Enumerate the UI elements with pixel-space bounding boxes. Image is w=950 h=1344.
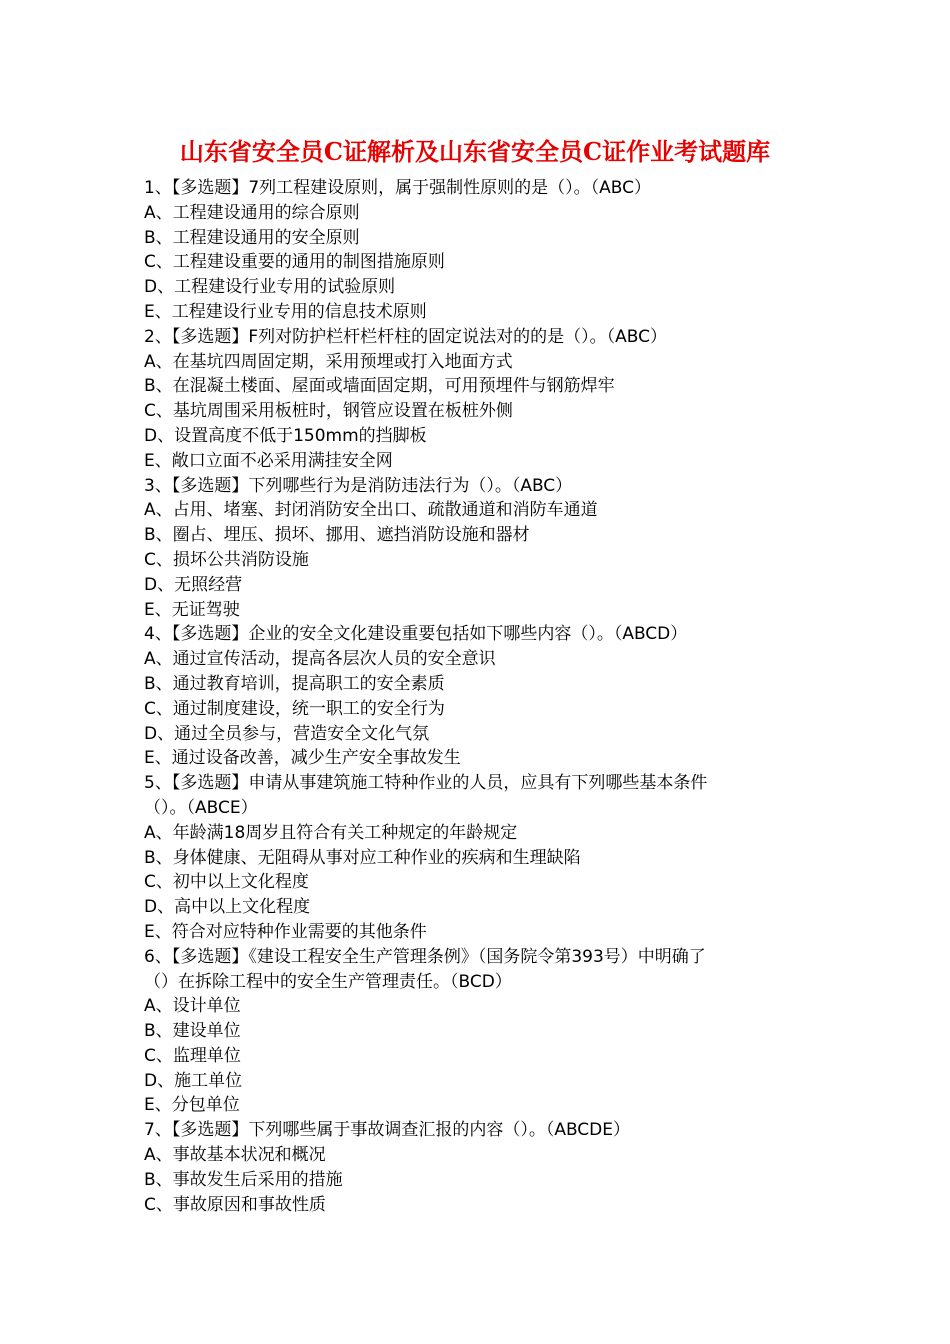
answer-option: A、年龄满18周岁且符合有关工种规定的年龄规定 — [144, 822, 518, 843]
answer-option: E、敞口立面不必采用满挂安全网 — [144, 450, 393, 471]
question-stem: 5、【多选题】申请从事建筑施工特种作业的人员，应具有下列哪些基本条件 — [144, 773, 708, 794]
answer-option: A、设计单位 — [144, 996, 241, 1017]
question-block — [144, 176, 824, 325]
question-stem: 7、【多选题】下列哪些属于事故调查汇报的内容（）。（ABCDE） — [144, 1120, 631, 1141]
answer-option: B、在混凝土楼面、屋面或墙面固定期，可用预埋件与钢筋焊牢 — [144, 376, 615, 397]
answer-option: B、事故发生后采用的措施 — [144, 1169, 343, 1190]
answer-option: E、无证驾驶 — [144, 599, 240, 620]
answer-option: C、事故原因和事故性质 — [144, 1194, 326, 1215]
answer-option: B、通过教育培训，提高职工的安全素质 — [144, 673, 445, 694]
answer-option: C、初中以上文化程度 — [144, 872, 309, 893]
answer-option: C、通过制度建设，统一职工的安全行为 — [144, 698, 445, 719]
question-block — [144, 325, 824, 474]
answer-option: E、通过设备改善，减少生产安全事故发生 — [144, 748, 461, 769]
answer-option: C、监理单位 — [144, 1045, 241, 1066]
question-block — [144, 945, 824, 1119]
answer-option: A、工程建设通用的综合原则 — [144, 202, 360, 223]
question-stem-continued: （）在拆除工程中的安全生产管理责任。（BCD） — [144, 971, 512, 992]
question-list — [144, 176, 824, 1217]
question-stem: 3、【多选题】下列哪些行为是消防违法行为（）。（ABC） — [144, 475, 573, 496]
answer-option: E、分包单位 — [144, 1095, 240, 1116]
answer-option: D、高中以上文化程度 — [144, 897, 311, 918]
answer-option: D、施工单位 — [144, 1070, 243, 1091]
page-title: 山东省安全员C证解析及山东省安全员C证作业考试题库 — [179, 137, 771, 166]
answer-option: E、符合对应特种作业需要的其他条件 — [144, 921, 427, 942]
answer-option: A、在基坑四周固定期，采用预埋或打入地面方式 — [144, 351, 513, 372]
answer-option: D、设置高度不低于150mm的挡脚板 — [144, 425, 427, 446]
answer-option: A、通过宣传活动，提高各层次人员的安全意识 — [144, 649, 496, 670]
answer-option: C、损坏公共消防设施 — [144, 549, 309, 570]
answer-option: C、工程建设重要的通用的制图措施原则 — [144, 252, 445, 273]
answer-option: B、工程建设通用的安全原则 — [144, 227, 360, 248]
answer-option: A、事故基本状况和概况 — [144, 1145, 326, 1166]
question-stem: 1、【多选题】7列工程建设原则，属于强制性原则的是（）。（ABC） — [144, 178, 651, 198]
question-stem-continued: （）。（ABCE） — [144, 797, 258, 818]
answer-option: D、通过全员参与，营造安全文化气氛 — [144, 723, 430, 744]
answer-option: D、工程建设行业专用的试验原则 — [144, 277, 396, 298]
question-block — [144, 474, 824, 623]
question-stem: 4、【多选题】企业的安全文化建设重要包括如下哪些内容（）。（ABCD） — [144, 624, 688, 645]
answer-option: D、无照经营 — [144, 574, 243, 595]
question-stem: 2、【多选题】F列对防护栏杆栏杆柱的固定说法对的的是（）。（ABC） — [144, 326, 667, 347]
answer-option: B、建设单位 — [144, 1021, 241, 1042]
answer-option: A、占用、堵塞、封闭消防安全出口、疏散通道和消防车通道 — [144, 500, 598, 521]
question-block — [144, 1118, 824, 1217]
question-block — [144, 622, 824, 771]
question-block — [144, 771, 824, 945]
answer-option: C、基坑周围采用板桩时，钢管应设置在板桩外侧 — [144, 401, 513, 422]
answer-option: E、工程建设行业专用的信息技术原则 — [144, 301, 427, 322]
answer-option: B、圈占、埋压、损坏、挪用、遮挡消防设施和器材 — [144, 525, 530, 546]
answer-option: B、身体健康、无阻碍从事对应工种作业的疾病和生理缺陷 — [144, 847, 581, 868]
question-stem: 6、【多选题】《建设工程安全生产管理条例》（国务院令第393号）中明确了 — [144, 946, 706, 967]
